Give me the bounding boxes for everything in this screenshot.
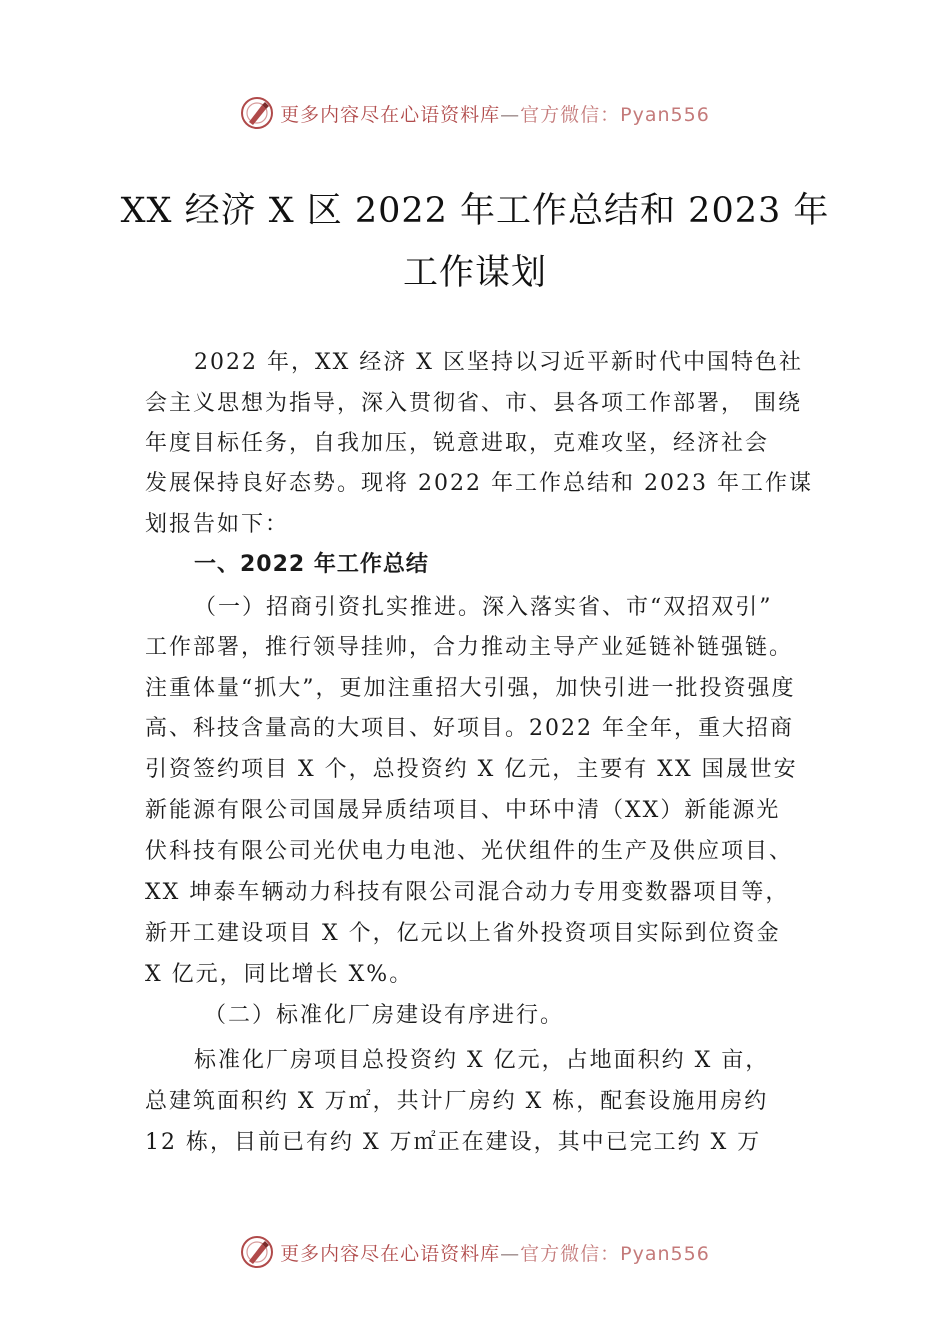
watermark-wechat: 官方微信：Pyan556 [520, 103, 710, 126]
document-title-line-2: 工作谋划 [402, 253, 547, 293]
subsection-line: （一）招商引资扎实推进。深入落实省、市“双招双引” [194, 595, 773, 620]
subsection-line: X 亿元，同比增长 X%。 [145, 962, 414, 987]
subsection-line: 新开工建设项目 X 个，亿元以上省外投资项目实际到位资金 [145, 921, 781, 946]
watermark-wechat: 官方微信：Pyan556 [520, 1242, 710, 1265]
watermark-separator: — [500, 1242, 521, 1265]
watermark-text: 更多内容尽在心语资料库 [280, 103, 501, 126]
subsection-line: 工作部署，推行领导挂帅，合力推动主导产业延链补链强链。 [145, 635, 794, 660]
header-watermark-banner [0, 93, 950, 133]
intro-line: 年度目标任务，自我加压，锐意进取，克难攻坚，经济社会 [145, 431, 770, 456]
subsection-line: 伏科技有限公司光伏电力电池、光伏组件的生产及供应项目、 [145, 839, 794, 864]
intro-line: 发展保持良好态势。现将 2022 年工作总结和 2023 年工作谋 [145, 471, 813, 496]
subsection-line: 总建筑面积约 X 万㎡，共计厂房约 X 栋，配套设施用房约 [145, 1089, 769, 1114]
watermark-text: 更多内容尽在心语资料库 [280, 1242, 501, 1265]
intro-line: 2022 年，XX 经济 X 区坚持以习近平新时代中国特色社 [194, 350, 803, 375]
fountain-pen-logo-icon [240, 1235, 274, 1269]
footer-watermark-banner [0, 1232, 950, 1272]
subsection-line: 高、科技含量高的大项目、好项目。2022 年全年，重大招商 [145, 716, 794, 741]
subsection-line: 12 栋，目前已有约 X 万㎡正在建设，其中已完工约 X 万 [145, 1130, 762, 1155]
fountain-pen-logo-icon [240, 96, 274, 130]
document-title-line-1: XX 经济 X 区 2022 年工作总结和 2023 年 [120, 191, 830, 231]
intro-line: 划报告如下： [145, 512, 290, 537]
subsection-line: 注重体量“抓大”，更加注重招大引强，加快引进一批投资强度 [145, 676, 796, 701]
subsection-line: 标准化厂房项目总投资约 X 亿元，占地面积约 X 亩， [194, 1048, 770, 1073]
subsection-heading: （二）标准化厂房建设有序进行。 [204, 1003, 565, 1028]
subsection-line: XX 坤泰车辆动力科技有限公司混合动力专用变数器项目等， [145, 880, 790, 905]
intro-line: 会主义思想为指导，深入贯彻省、市、县各项工作部署， 围绕 [145, 391, 802, 416]
watermark-separator: — [500, 103, 521, 126]
subsection-line: 引资签约项目 X 个，总投资约 X 亿元，主要有 XX 国晟世安 [145, 757, 798, 782]
subsection-line: 新能源有限公司国晟异质结项目、中环中清（XX）新能源光 [145, 798, 781, 823]
section-heading: 一、2022 年工作总结 [194, 552, 429, 577]
